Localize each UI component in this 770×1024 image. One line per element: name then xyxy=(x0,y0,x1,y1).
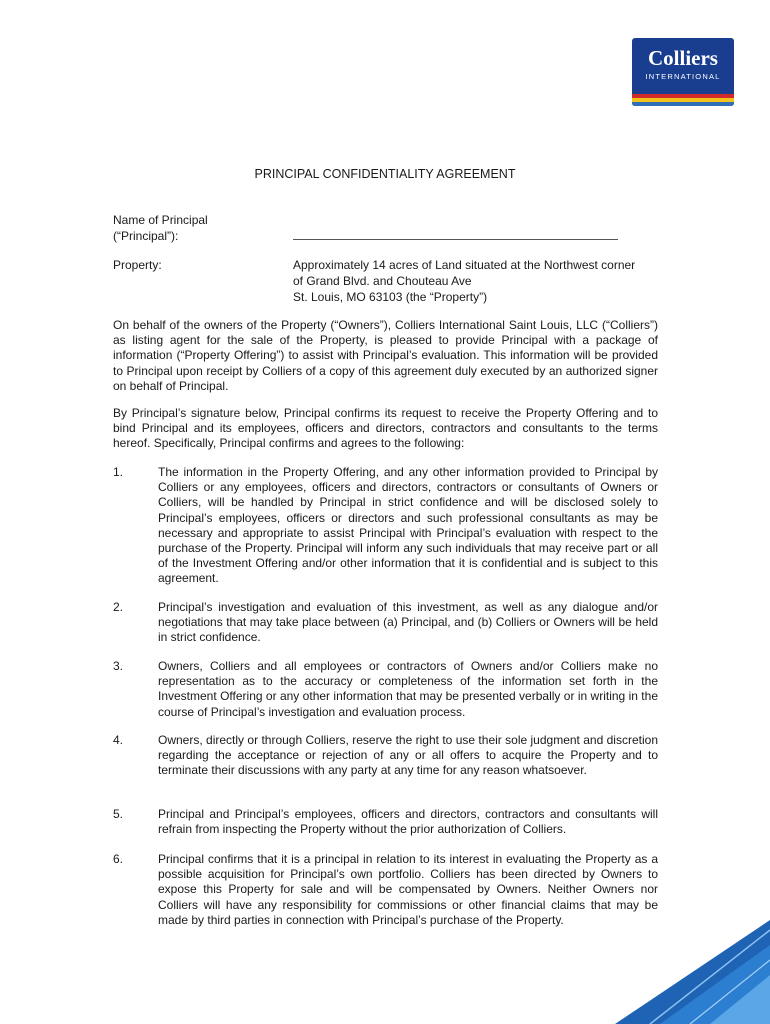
item-text-1: The information in the Property Offering, and any other information provided to Principal by Colliers or any employees, officers and directors, contractors or consultants of Owners or Colliers, will be handled by Principal in strict confidence and will be disclosed solely to Principal’s employees, officers or directors and such professional consultants as may be necessary and appropriate to assist Principal with Principal’s evaluation with respect to the purchase of the Property. Principal will inform any such individuals that may receive part or all of the Investment Offering and/or other information that it is confidential and is subject to this agreement. xyxy=(158,465,658,586)
principal-label-line1: Name of Principal xyxy=(113,213,208,227)
intro-paragraph: On behalf of the owners of the Property (“Owners”), Colliers International Saint Louis, LLC (“Colliers”) as listing agent for the sale of the Property, is pleased to provide Principal with a package of information (“Property Offering”) to assist with Principal’s evaluation. This information will be provided to Principal upon receipt by Colliers of a copy of this agreement duly executed by an authorized signer on behalf of Principal. xyxy=(113,318,658,393)
document-title: PRINCIPAL CONFIDENTIALITY AGREEMENT xyxy=(254,167,516,181)
item-text-6: Principal confirms that it is a principal in relation to its interest in evaluating the Property as a possible acquisition for Principal’s own portfolio. Colliers has been directed by Owners to expose this Property for sale and will be compensated by Owners. Neither Owners nor Colliers will have any responsibility for commissions or other financial claims that may be made by third parties in connection with Principal’s purchase of the Property. xyxy=(158,852,658,927)
item-number-6: 6. xyxy=(113,852,124,866)
logo-subtitle: INTERNATIONAL xyxy=(645,72,721,81)
item-text-3: Owners, Colliers and all employees or contractors of Owners and/or Colliers make no representation as to the accuracy or completeness of the information set forth in the Investment Offering or any other information that may be presented verbally or in writing in the course of Principal’s investigation and evaluation process. xyxy=(158,659,658,719)
principal-label-line2: (“Principal”): xyxy=(113,229,179,243)
corner-graphic xyxy=(590,900,770,1024)
item-number-2: 2. xyxy=(113,600,124,614)
item-number-1: 1. xyxy=(113,465,124,479)
item-text-5: Principal and Principal’s employees, officers and directors, contractors and consultants will refrain from inspecting the Property without the prior authorization of Colliers. xyxy=(158,807,658,837)
colliers-logo xyxy=(632,38,734,106)
item-text-2: Principal’s investigation and evaluation of this investment, as well as any dialogue and/or negotiations that may take place between (a) Principal, and (b) Colliers or Owners will be held in strict confidence. xyxy=(158,600,658,645)
item-text-4: Owners, directly or through Colliers, reserve the right to use their sole judgment and discretion regarding the acceptance or rejection of any or all offers to acquire the Property and to terminate their discussions with any party at any time for any reason whatsoever. xyxy=(158,733,658,778)
item-number-3: 3. xyxy=(113,659,124,673)
logo-stripes xyxy=(632,94,734,106)
item-number-4: 4. xyxy=(113,733,124,747)
principal-name-line[interactable] xyxy=(293,239,618,240)
property-address-line2: of Grand Blvd. and Chouteau Ave xyxy=(293,274,472,288)
item-number-5: 5. xyxy=(113,807,124,821)
logo-stripe-blue xyxy=(632,102,734,106)
logo-wordmark: Colliers xyxy=(648,46,718,70)
property-label: Property: xyxy=(113,258,162,272)
property-address-line3: St. Louis, MO 63103 (the “Property”) xyxy=(293,290,488,304)
property-address-line1: Approximately 14 acres of Land situated at the Northwest corner xyxy=(293,258,636,272)
confirmation-paragraph: By Principal’s signature below, Principal confirms its request to receive the Property Offering and to bind Principal and its employees, officers and directors, contractors and consultants to the terms hereof. Specifically, Principal confirms and agrees to the following: xyxy=(113,406,658,451)
